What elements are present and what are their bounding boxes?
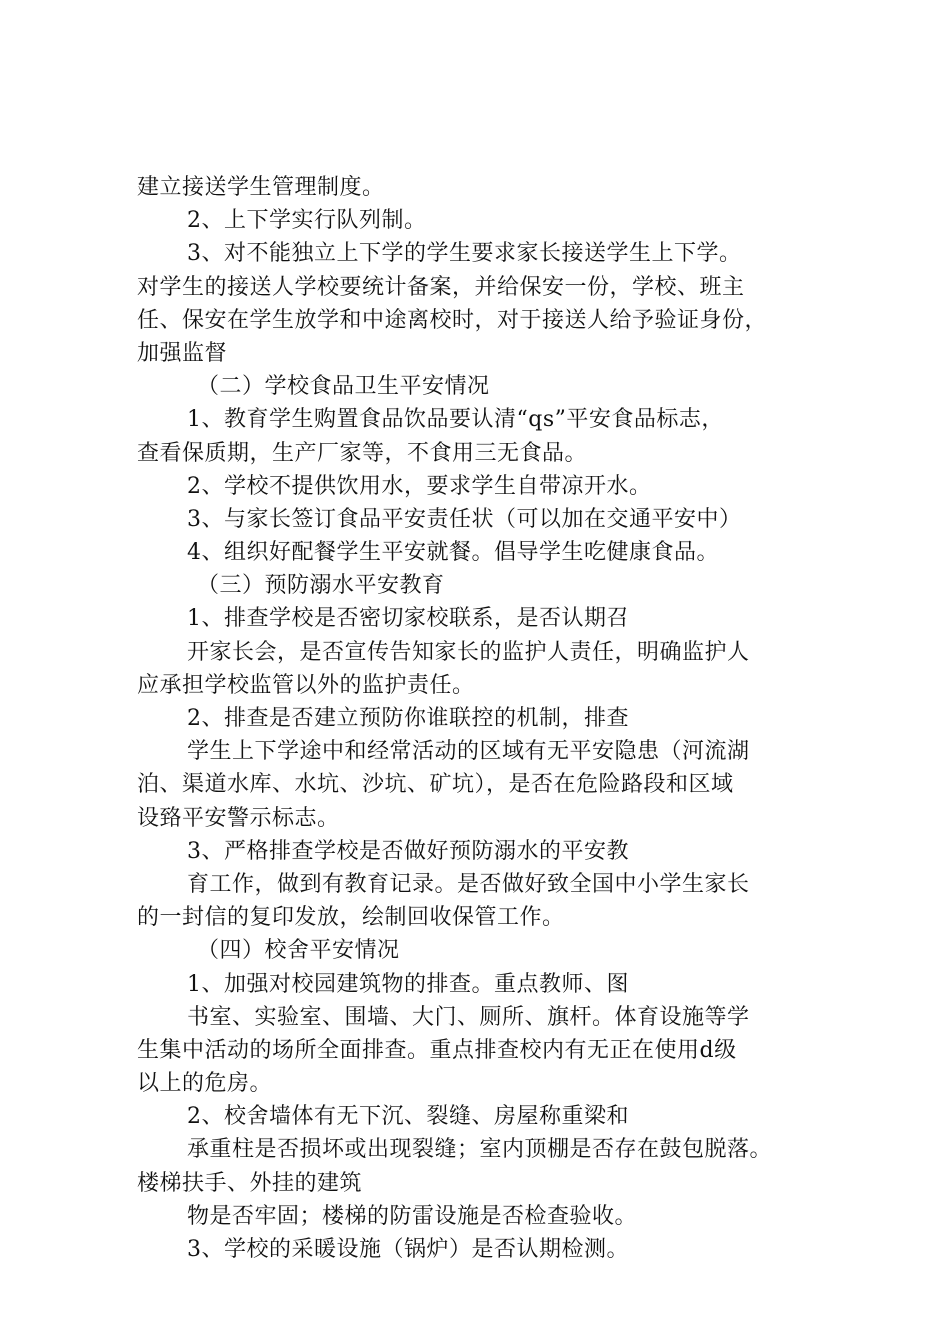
text-line: 3、与家长签订食品平安责任状（可以加在交通平安中）	[187, 506, 742, 532]
text-line: 任、保安在学生放学和中途离校时，对于接送人给予验证身份，	[137, 307, 768, 333]
text-line: 4、组织好配餐学生平安就餐。倡导学生吃健康食品。	[187, 540, 719, 566]
text-line: 1、排查学校是否密切家校联系，是否认期召	[187, 606, 629, 632]
text-line: 3、严格排查学校是否做好预防溺水的平安教	[187, 838, 629, 864]
text-line: 2、学校不提供饮用水，要求学生自带凉开水。	[187, 473, 652, 499]
text-line: 泊、渠道水库、水坑、沙坑、矿坑），是否在危险路段和区域	[137, 772, 734, 798]
text-line: （三）预防溺水平安教育	[197, 573, 445, 599]
text-line: 物是否牢固；楼梯的防雷设施是否检查验收。	[187, 1203, 638, 1229]
text-line: 对学生的接送人学校要统计备案，并给保安一份，学校、班主	[137, 274, 745, 300]
text-line: 2、排查是否建立预防你谁联控的机制，排查	[187, 706, 629, 731]
text-line: 应承担学校监管以外的监护责任。	[137, 672, 475, 698]
text-line: 2、上下学实行队列制。	[187, 208, 427, 234]
text-line: 加强监督	[137, 340, 228, 366]
text-line: 承重柱是否损坏或出现裂缝；室内顶棚是否存在鼓包脱落。	[187, 1137, 773, 1163]
text-line: （二）学校食品卫生平安情况	[197, 374, 490, 400]
text-line: 建立接送学生管理制度。	[137, 175, 385, 200]
document-body	[137, 171, 837, 1266]
text-line: 开家长会，是否宣传告知家长的监护人责任，明确监护人	[187, 639, 750, 665]
text-line: 楼梯扶手、外挂的建筑	[137, 1170, 363, 1196]
text-line: 设臵平安警示标志。	[137, 805, 340, 831]
text-line: 育工作，做到有教育记录。是否做好致全国中小学生家长	[187, 871, 750, 897]
text-line: 1、教育学生购置食品饮品要认清“qs”平安食品标志，	[187, 407, 724, 433]
text-line: 书室、实验室、围墙、大门、厕所、旗杆。体育设施等学	[187, 1004, 750, 1030]
text-line: 3、学校的采暖设施（锅炉）是否认期检测。	[187, 1237, 629, 1262]
text-line: 2、校舍墙体有无下沉、裂缝、房屋称重梁和	[187, 1104, 629, 1130]
text-line: 生集中活动的场所全面排查。重点排查校内有无正在使用d级	[137, 1037, 737, 1063]
text-line: 查看保质期，生产厂家等，不食用三无食品。	[137, 440, 588, 466]
text-line: 3、对不能独立上下学的学生要求家长接送学生上下学。	[187, 241, 742, 267]
text-line: 的一封信的复印发放，绘制回收保管工作。	[137, 905, 565, 931]
text-line: 学生上下学途中和经常活动的区域有无平安隐患（河流湖	[187, 739, 750, 765]
text-line: （四）校舍平安情况	[197, 938, 400, 964]
text-line: 以上的危房。	[137, 1071, 273, 1097]
text-line: 1、加强对校园建筑物的排查。重点教师、图	[187, 971, 629, 997]
